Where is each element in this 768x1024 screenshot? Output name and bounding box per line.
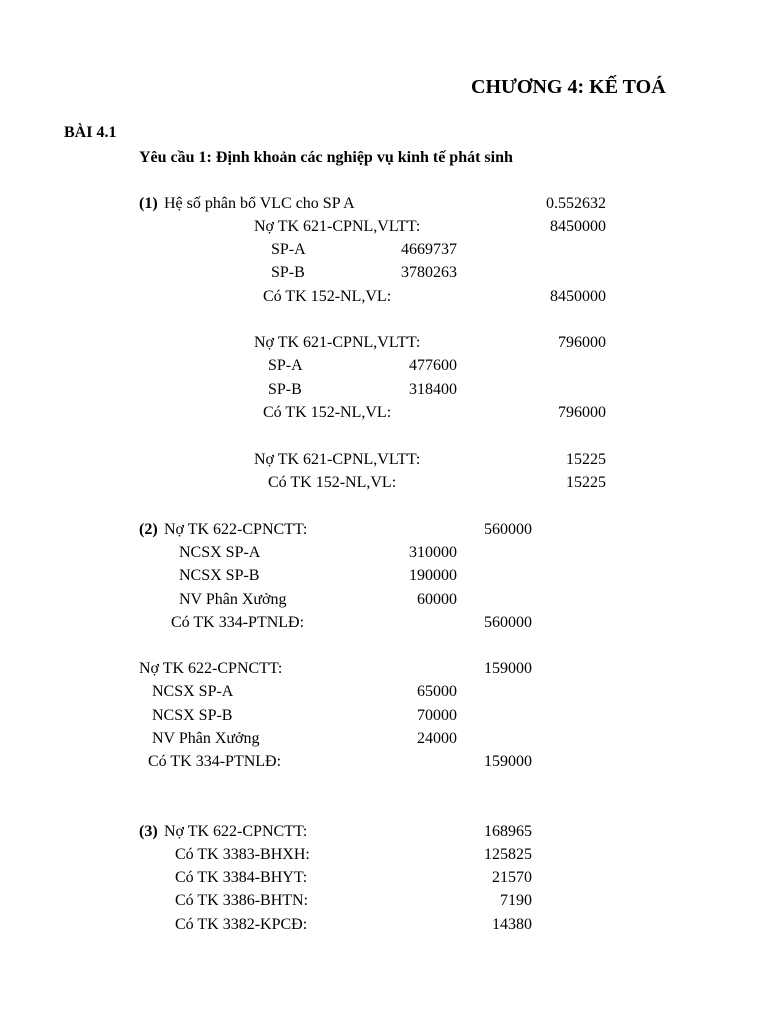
s1-e1-debit-label: Nợ TK 621-CPNL,VLTT: — [254, 218, 421, 235]
s1-e1-spb-label: SP-B — [271, 264, 305, 281]
s1-e2-debit-label: Nợ TK 621-CPNL,VLTT: — [254, 334, 421, 351]
s1-e2-spb-amount: 318400 — [409, 381, 457, 398]
s1-e3-debit-amount: 15225 — [566, 451, 606, 468]
s2-e1-a-label: NCSX SP-A — [179, 544, 261, 561]
s2-e2-credit-label: Có TK 334-PTNLĐ: — [148, 753, 282, 770]
s2-e1-credit-amount: 560000 — [484, 614, 532, 631]
s2-e1-c-amount: 60000 — [417, 591, 457, 608]
s2-e2-b-label: NCSX SP-B — [152, 707, 233, 724]
s1-e1-spa-amount: 4669737 — [401, 241, 457, 258]
s2-e1-b-amount: 190000 — [409, 567, 457, 584]
exercise-heading: BÀI 4.1 — [64, 124, 117, 141]
s2-e2-debit-label: Nợ TK 622-CPNCTT: — [139, 660, 283, 677]
s3-credit-2-amount: 21570 — [492, 869, 532, 886]
s2-e2-b-amount: 70000 — [417, 707, 457, 724]
s2-e1-credit-label: Có TK 334-PTNLĐ: — [171, 614, 305, 631]
requirement-heading: Yêu cầu 1: Định khoản các nghiệp vụ kinh tế phát sinh — [139, 149, 513, 166]
s1-e2-debit-amount: 796000 — [558, 334, 606, 351]
s1-e1-spb-amount: 3780263 — [401, 264, 457, 281]
s2-e1-b-label: NCSX SP-B — [179, 567, 260, 584]
s3-credit-2-label: Có TK 3384-BHYT: — [175, 869, 308, 886]
s3-credit-3-amount: 7190 — [500, 892, 532, 909]
section-2-marker: (2) — [139, 521, 158, 538]
s3-credit-1-amount: 125825 — [484, 846, 532, 863]
s2-e1-debit-amount: 560000 — [484, 521, 532, 538]
s3-credit-3-label: Có TK 3386-BHTN: — [175, 892, 309, 909]
s1-e1-credit-label: Có TK 152-NL,VL: — [263, 288, 392, 305]
chapter-title-clip — [471, 72, 684, 102]
s1-e1-debit-amount: 8450000 — [550, 218, 606, 235]
s1-e3-credit-label: Có TK 152-NL,VL: — [268, 474, 397, 491]
s2-e2-c-amount: 24000 — [417, 730, 457, 747]
s3-debit-amount: 168965 — [484, 823, 532, 840]
s1-e2-spb-label: SP-B — [268, 381, 302, 398]
s1-e2-credit-label: Có TK 152-NL,VL: — [263, 404, 392, 421]
section-3-marker: (3) — [139, 823, 158, 840]
allocation-coef-value: 0.552632 — [546, 195, 606, 212]
s2-e1-debit-label: Nợ TK 622-CPNCTT: — [164, 521, 308, 538]
s2-e2-a-amount: 65000 — [417, 683, 457, 700]
s1-e2-credit-amount: 796000 — [558, 404, 606, 421]
s2-e2-credit-amount: 159000 — [484, 753, 532, 770]
s1-e2-spa-amount: 477600 — [409, 357, 457, 374]
s1-e3-credit-amount: 15225 — [566, 474, 606, 491]
chapter-title: CHƯƠNG 4: KẾ TOÁ — [471, 76, 666, 98]
s3-credit-1-label: Có TK 3383-BHXH: — [175, 846, 310, 863]
s3-debit-label: Nợ TK 622-CPNCTT: — [164, 823, 308, 840]
s3-credit-4-amount: 14380 — [492, 916, 532, 933]
s2-e2-c-label: NV Phân Xưởng — [152, 730, 260, 747]
s1-e1-credit-amount: 8450000 — [550, 288, 606, 305]
s1-e1-spa-label: SP-A — [271, 241, 306, 258]
s2-e1-a-amount: 310000 — [409, 544, 457, 561]
allocation-coef-label: Hệ số phân bổ VLC cho SP A — [164, 195, 355, 212]
s2-e2-debit-amount: 159000 — [484, 660, 532, 677]
s3-credit-4-label: Có TK 3382-KPCĐ: — [175, 916, 308, 933]
s1-e3-debit-label: Nợ TK 621-CPNL,VLTT: — [254, 451, 421, 468]
s1-e2-spa-label: SP-A — [268, 357, 303, 374]
section-1-marker: (1) — [139, 195, 158, 212]
s2-e2-a-label: NCSX SP-A — [152, 683, 234, 700]
s2-e1-c-label: NV Phân Xưởng — [179, 591, 287, 608]
